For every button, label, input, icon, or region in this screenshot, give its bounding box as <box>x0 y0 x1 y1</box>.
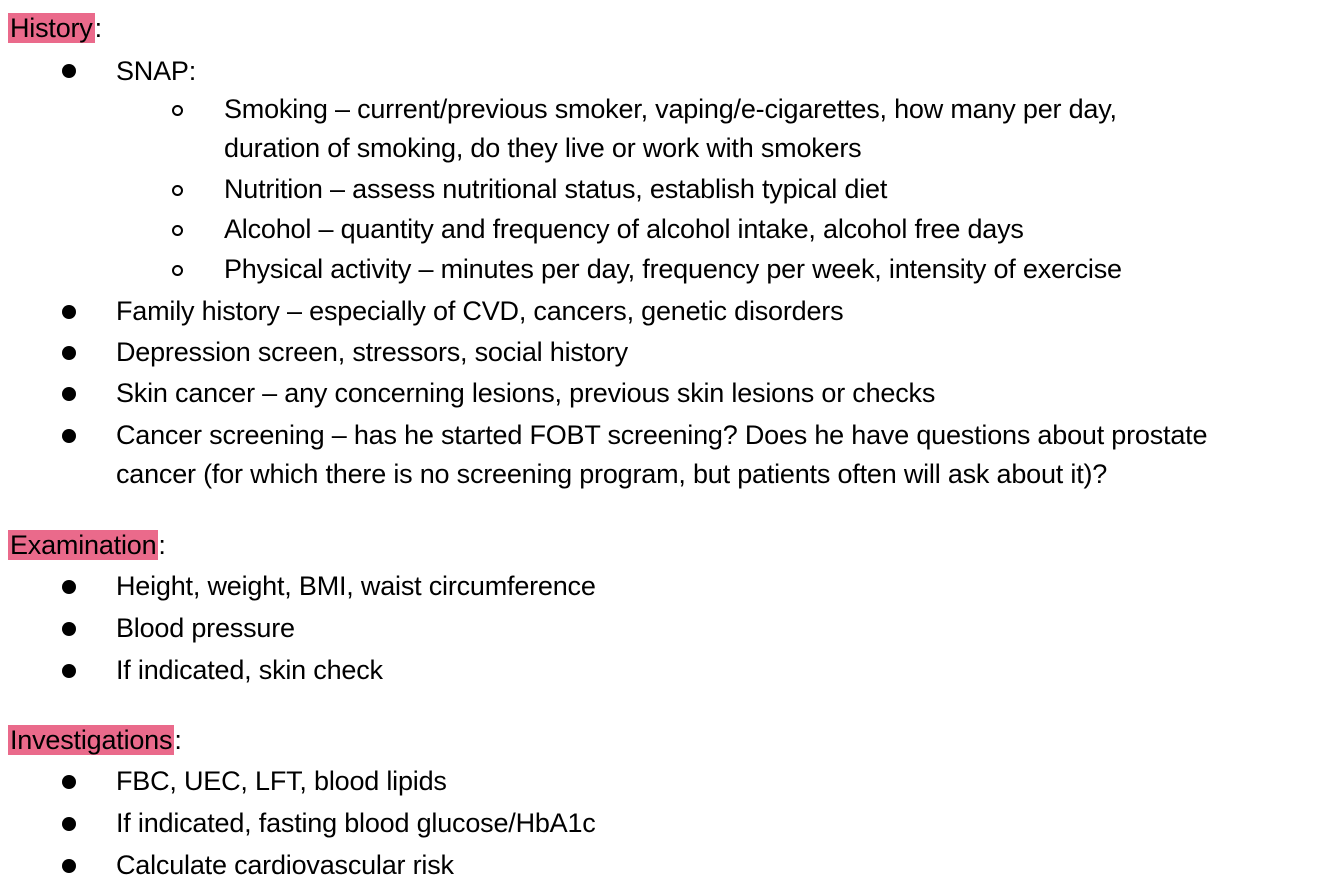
bullet-icon <box>62 429 76 443</box>
bullet-icon <box>62 622 76 636</box>
snap-item-physical-activity: Physical activity – minutes per day, frequency per week, intensity of exercise <box>224 254 1122 284</box>
history-item-family: Family history – especially of CVD, cancers, genetic disorders <box>116 296 844 326</box>
investigations-item-bloods: FBC, UEC, LFT, blood lipids <box>116 766 447 796</box>
examination-item-height: Height, weight, BMI, waist circumference <box>116 571 596 601</box>
snap-item-nutrition: Nutrition – assess nutritional status, establish typical diet <box>224 174 888 204</box>
bullet-icon <box>62 580 76 594</box>
examination-item-skin-check: If indicated, skin check <box>116 655 383 685</box>
bullet-icon <box>62 64 76 78</box>
history-heading-colon: : <box>94 13 102 43</box>
history-item-skin-cancer: Skin cancer – any concerning lesions, previous skin lesions or checks <box>116 378 936 408</box>
history-item-cancer-screening-line1: Cancer screening – has he started FOBT screening? Does he have questions about prostate <box>116 420 1208 450</box>
investigations-heading-colon: : <box>174 725 182 755</box>
sub-bullet-icon <box>172 185 183 196</box>
bullet-icon <box>62 775 76 789</box>
bullet-icon <box>62 387 76 401</box>
investigations-heading <box>8 722 182 758</box>
examination-heading-colon: : <box>158 530 166 560</box>
bullet-icon <box>62 817 76 831</box>
sub-bullet-icon <box>172 105 183 116</box>
investigations-item-cv-risk: Calculate cardiovascular risk <box>116 850 454 880</box>
examination-item-blood-pressure: Blood pressure <box>116 613 295 643</box>
sub-bullet-icon <box>172 225 183 236</box>
snap-item-smoking-line2: duration of smoking, do they live or work with smokers <box>224 133 862 163</box>
snap-item-smoking-line1: Smoking – current/previous smoker, vaping/e-cigarettes, how many per day, <box>224 94 1117 124</box>
snap-item-alcohol: Alcohol – quantity and frequency of alcohol intake, alcohol free days <box>224 214 1024 244</box>
bullet-icon <box>62 859 76 873</box>
history-item-cancer-screening-line2: cancer (for which there is no screening program, but patients often will ask about it)? <box>116 459 1108 489</box>
bullet-icon <box>62 346 76 360</box>
history-item-depression: Depression screen, stressors, social history <box>116 337 628 367</box>
investigations-heading-highlight: Investigations <box>10 725 173 755</box>
snap-label: SNAP: <box>116 56 197 86</box>
examination-heading <box>8 527 166 563</box>
history-heading <box>8 10 102 46</box>
investigations-item-glucose: If indicated, fasting blood glucose/HbA1c <box>116 808 596 838</box>
sub-bullet-icon <box>172 265 183 276</box>
examination-heading-highlight: Examination <box>10 530 157 560</box>
history-heading-highlight: History <box>10 13 93 43</box>
bullet-icon <box>62 664 76 678</box>
bullet-icon <box>62 305 76 319</box>
